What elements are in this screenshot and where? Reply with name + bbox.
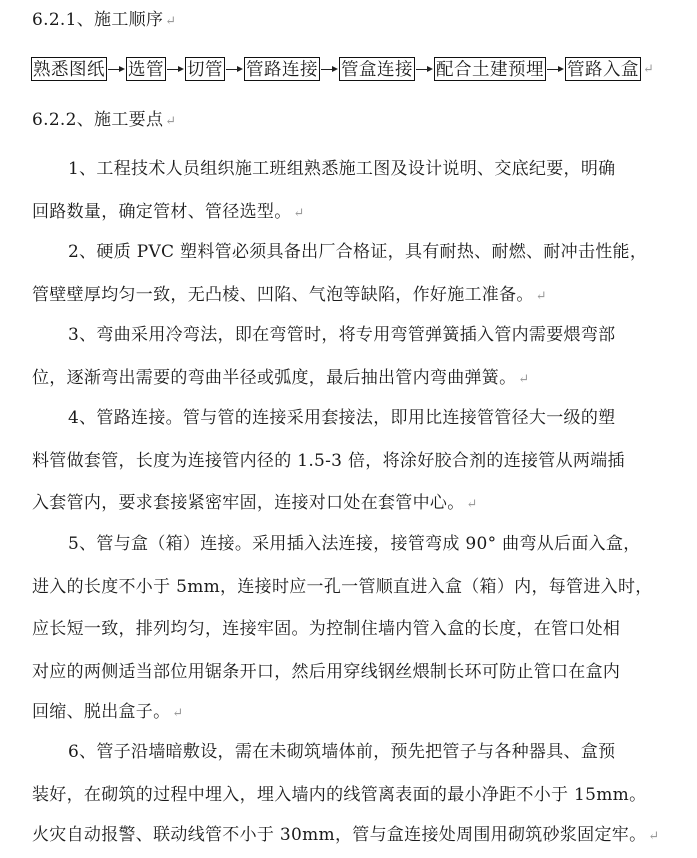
paragraph-mark-icon: ↵ xyxy=(165,14,177,29)
point-5-line-4: 对应的两侧适当部位用锯条开口，然后用穿线钢丝煨制长环可防止管口在盒内 xyxy=(32,662,621,682)
flow-step: 选管 xyxy=(126,57,166,81)
paragraph-mark-icon: ↵ xyxy=(293,206,305,221)
point-4-line-1: 4、管路连接。管与管的连接采用套接法，即用比连接管管径大一级的塑 xyxy=(68,408,616,428)
point-1-line-2 xyxy=(32,200,305,226)
text: 回缩、脱出盒子。 xyxy=(32,702,171,722)
text: 回路数量，确定管材、管径选型。 xyxy=(32,202,292,222)
point-2-line-2 xyxy=(32,283,547,309)
text: 位，逐渐弯出需要的弯曲半径或弧度，最后抽出管内弯曲弹簧。 xyxy=(32,368,517,388)
arrow-right-icon xyxy=(547,64,564,74)
point-6-line-3 xyxy=(32,823,660,849)
heading-text: 6.2.1、施工顺序 xyxy=(32,10,164,30)
point-6-line-1: 6、管子沿墙暗敷设，需在未砌筑墙体前，预先把管子与各种器具、盒预 xyxy=(68,742,616,762)
point-4-line-2: 料管做套管，长度为连接管内径的 1.5-3 倍，将涂好胶合剂的连接管从两端插 xyxy=(32,451,625,471)
paragraph-mark-icon: ↵ xyxy=(535,289,547,304)
point-6-line-2: 装好，在砌筑的过程中埋入，埋入墙内的线管离表面的最小净距不小于 15mm。 xyxy=(32,785,647,805)
section-heading-622 xyxy=(32,108,176,134)
text: 火灾自动报警、联动线管不小于 30mm，管与盒连接处周围用砌筑砂浆固定牢。 xyxy=(32,825,647,845)
construction-sequence-flowchart xyxy=(31,56,654,82)
paragraph-mark-icon: ↵ xyxy=(518,372,530,387)
arrow-right-icon xyxy=(226,64,243,74)
flow-step: 熟悉图纸 xyxy=(31,57,107,81)
paragraph-mark-icon: ↵ xyxy=(466,497,478,512)
paragraph-mark-icon: ↵ xyxy=(643,61,654,77)
paragraph-mark-icon: ↵ xyxy=(165,114,177,129)
point-5-line-1: 5、管与盒（箱）连接。采用插入法连接，接管弯成 90° 曲弯从后面入盒， xyxy=(68,534,641,554)
arrow-right-icon xyxy=(167,64,184,74)
point-2-line-1: 2、硬质 PVC 塑料管必须具备出厂合格证，具有耐热、耐燃、耐冲击性能， xyxy=(68,242,648,262)
section-heading-621 xyxy=(32,8,176,34)
point-3-line-1: 3、弯曲采用冷弯法，即在弯管时，将专用弯管弹簧插入管内需要煨弯部 xyxy=(68,325,616,345)
flow-step: 切管 xyxy=(185,57,225,81)
point-3-line-2 xyxy=(32,366,530,392)
point-1-line-1: 1、工程技术人员组织施工班组熟悉施工图及设计说明、交底纪要，明确 xyxy=(68,159,616,179)
text: 管壁壁厚均匀一致，无凸棱、凹陷、气泡等缺陷，作好施工准备。 xyxy=(32,285,534,305)
arrow-right-icon xyxy=(108,64,125,74)
flow-step: 配合土建预埋 xyxy=(434,57,546,81)
arrow-right-icon xyxy=(416,64,433,74)
arrow-right-icon xyxy=(321,64,338,74)
text: 入套管内，要求套接紧密牢固，连接对口处在套管中心。 xyxy=(32,493,465,513)
flow-step: 管路连接 xyxy=(244,57,320,81)
flow-step: 管路入盒 xyxy=(565,57,641,81)
point-5-line-2: 进入的长度不小于 5mm，连接时应一孔一管顺直进入盒（箱）内，每管进入时， xyxy=(32,577,653,597)
point-5-line-5 xyxy=(32,700,184,726)
point-5-line-3: 应长短一致，排列均匀，连接牢固。为控制住墙内管入盒的长度，在管口处相 xyxy=(32,619,621,639)
paragraph-mark-icon: ↵ xyxy=(172,706,184,721)
heading-text: 6.2.2、施工要点 xyxy=(32,110,164,130)
paragraph-mark-icon: ↵ xyxy=(648,829,660,844)
point-4-line-3 xyxy=(32,491,478,517)
flow-step: 管盒连接 xyxy=(339,57,415,81)
